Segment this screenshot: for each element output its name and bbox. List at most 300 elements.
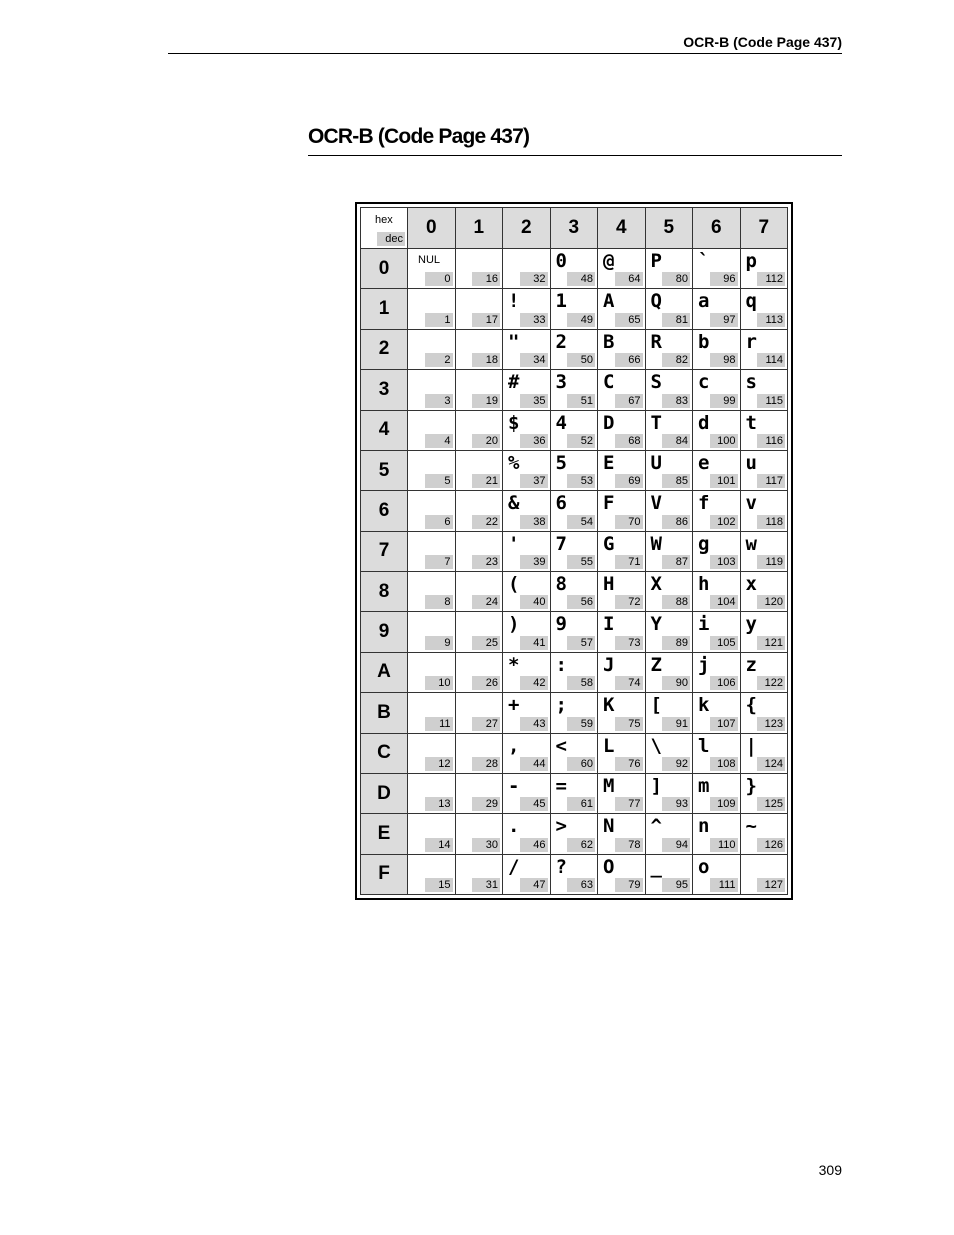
character-glyph: l bbox=[698, 734, 710, 757]
decimal-code: 76 bbox=[615, 757, 643, 771]
row-header: D bbox=[361, 773, 408, 813]
decimal-code: 44 bbox=[520, 757, 548, 771]
decimal-code: 26 bbox=[472, 676, 500, 690]
character-cell bbox=[550, 289, 598, 329]
row-header: 4 bbox=[361, 410, 408, 450]
character-glyph: c bbox=[698, 371, 710, 394]
row-header: C bbox=[361, 733, 408, 773]
character-cell bbox=[503, 531, 551, 571]
character-glyph: V bbox=[650, 492, 662, 515]
character-glyph: L bbox=[603, 734, 615, 757]
character-cell bbox=[455, 450, 503, 490]
character-cell bbox=[693, 733, 741, 773]
decimal-code: 83 bbox=[662, 394, 690, 408]
decimal-code: 90 bbox=[662, 676, 690, 690]
decimal-code: 50 bbox=[567, 353, 595, 367]
character-cell bbox=[408, 289, 456, 329]
character-cell bbox=[645, 733, 693, 773]
character-cell bbox=[693, 370, 741, 410]
decimal-code: 63 bbox=[567, 878, 595, 892]
decimal-code: 65 bbox=[615, 313, 643, 327]
character-cell bbox=[455, 814, 503, 854]
character-glyph: . bbox=[508, 815, 520, 838]
decimal-code: 49 bbox=[567, 313, 595, 327]
decimal-code: 95 bbox=[662, 878, 690, 892]
character-glyph: M bbox=[603, 774, 615, 797]
character-glyph: \ bbox=[650, 734, 662, 757]
table-row bbox=[361, 329, 788, 369]
decimal-code: 34 bbox=[520, 353, 548, 367]
character-cell bbox=[598, 854, 646, 894]
decimal-code: 86 bbox=[662, 515, 690, 529]
character-cell bbox=[693, 652, 741, 692]
decimal-code: 37 bbox=[520, 474, 548, 488]
decimal-code: 103 bbox=[710, 555, 738, 569]
decimal-code: 93 bbox=[662, 797, 690, 811]
decimal-code: 97 bbox=[710, 313, 738, 327]
decimal-code: 51 bbox=[567, 394, 595, 408]
table-row bbox=[361, 249, 788, 289]
decimal-code: 24 bbox=[472, 595, 500, 609]
decimal-code: 18 bbox=[472, 353, 500, 367]
decimal-code: 55 bbox=[567, 555, 595, 569]
decimal-code: 19 bbox=[472, 394, 500, 408]
decimal-code: 54 bbox=[567, 515, 595, 529]
character-cell bbox=[740, 249, 788, 289]
character-glyph: Q bbox=[650, 290, 662, 313]
table-row bbox=[361, 773, 788, 813]
character-glyph: O bbox=[603, 855, 615, 878]
character-cell bbox=[408, 854, 456, 894]
character-cell bbox=[503, 652, 551, 692]
character-glyph: u bbox=[745, 451, 757, 474]
character-glyph: 4 bbox=[555, 411, 567, 434]
character-cell bbox=[598, 491, 646, 531]
character-glyph: F bbox=[603, 492, 615, 515]
column-header: 6 bbox=[693, 208, 741, 249]
character-cell bbox=[740, 652, 788, 692]
decimal-code: 116 bbox=[757, 434, 785, 448]
decimal-code: 46 bbox=[520, 838, 548, 852]
table-row bbox=[361, 733, 788, 773]
character-cell bbox=[693, 773, 741, 813]
decimal-code: 107 bbox=[710, 717, 738, 731]
page-number: 309 bbox=[818, 1162, 842, 1178]
character-cell bbox=[503, 370, 551, 410]
character-cell bbox=[408, 693, 456, 733]
decimal-code: 31 bbox=[472, 878, 500, 892]
decimal-code: 10 bbox=[425, 676, 453, 690]
character-cell bbox=[408, 491, 456, 531]
character-glyph: = bbox=[555, 774, 567, 797]
decimal-code: 74 bbox=[615, 676, 643, 690]
character-glyph: n bbox=[698, 815, 710, 838]
decimal-code: 108 bbox=[710, 757, 738, 771]
character-glyph: k bbox=[698, 694, 710, 717]
character-cell bbox=[550, 410, 598, 450]
character-cell bbox=[408, 733, 456, 773]
decimal-code: 28 bbox=[472, 757, 500, 771]
character-cell bbox=[455, 289, 503, 329]
decimal-code: 21 bbox=[472, 474, 500, 488]
character-cell bbox=[503, 249, 551, 289]
character-cell bbox=[455, 693, 503, 733]
character-cell bbox=[503, 693, 551, 733]
character-glyph: [ bbox=[650, 694, 662, 717]
character-glyph: E bbox=[603, 451, 615, 474]
character-cell bbox=[503, 814, 551, 854]
character-cell bbox=[693, 531, 741, 571]
character-glyph: 5 bbox=[555, 451, 567, 474]
character-cell bbox=[645, 612, 693, 652]
decimal-code: 114 bbox=[757, 353, 785, 367]
character-cell bbox=[645, 289, 693, 329]
character-glyph: ] bbox=[650, 774, 662, 797]
decimal-code: 64 bbox=[615, 272, 643, 286]
character-cell bbox=[455, 410, 503, 450]
character-cell bbox=[740, 693, 788, 733]
character-cell bbox=[693, 854, 741, 894]
character-cell bbox=[645, 773, 693, 813]
character-glyph: y bbox=[745, 613, 757, 636]
decimal-code: 59 bbox=[567, 717, 595, 731]
character-glyph: 3 bbox=[555, 371, 567, 394]
decimal-code: 30 bbox=[472, 838, 500, 852]
decimal-code: 38 bbox=[520, 515, 548, 529]
character-cell bbox=[740, 329, 788, 369]
table-row bbox=[361, 693, 788, 733]
decimal-code: 29 bbox=[472, 797, 500, 811]
character-cell bbox=[550, 814, 598, 854]
character-cell bbox=[598, 410, 646, 450]
character-cell bbox=[645, 249, 693, 289]
character-cell bbox=[503, 733, 551, 773]
character-glyph: Z bbox=[650, 653, 662, 676]
table-row bbox=[361, 652, 788, 692]
character-cell bbox=[598, 773, 646, 813]
character-cell bbox=[550, 450, 598, 490]
character-cell bbox=[503, 773, 551, 813]
character-glyph: ^ bbox=[650, 815, 662, 838]
character-glyph: 0 bbox=[555, 250, 567, 272]
decimal-code: 52 bbox=[567, 434, 595, 448]
character-cell bbox=[598, 693, 646, 733]
decimal-code: 119 bbox=[757, 555, 785, 569]
decimal-code: 4 bbox=[425, 434, 453, 448]
decimal-code: 1 bbox=[425, 313, 453, 327]
decimal-code: 13 bbox=[425, 797, 453, 811]
decimal-code: 125 bbox=[757, 797, 785, 811]
decimal-code: 48 bbox=[567, 272, 595, 286]
character-cell bbox=[693, 329, 741, 369]
character-cell bbox=[693, 572, 741, 612]
character-cell bbox=[455, 531, 503, 571]
table-row bbox=[361, 491, 788, 531]
decimal-code: 62 bbox=[567, 838, 595, 852]
character-glyph: Y bbox=[650, 613, 662, 636]
control-name: NUL bbox=[418, 254, 441, 266]
decimal-code: 73 bbox=[615, 636, 643, 650]
character-glyph: ~ bbox=[745, 815, 757, 838]
character-cell bbox=[740, 773, 788, 813]
character-cell bbox=[408, 450, 456, 490]
character-glyph: f bbox=[698, 492, 710, 515]
character-glyph: " bbox=[508, 330, 520, 353]
decimal-code: 27 bbox=[472, 717, 500, 731]
decimal-code: 22 bbox=[472, 515, 500, 529]
character-cell bbox=[645, 450, 693, 490]
decimal-code: 72 bbox=[615, 595, 643, 609]
character-cell bbox=[408, 652, 456, 692]
decimal-code: 89 bbox=[662, 636, 690, 650]
decimal-code: 9 bbox=[425, 636, 453, 650]
decimal-code: 6 bbox=[425, 515, 453, 529]
decimal-code: 120 bbox=[757, 595, 785, 609]
character-cell bbox=[408, 773, 456, 813]
character-glyph: d bbox=[698, 411, 710, 434]
decimal-code: 109 bbox=[710, 797, 738, 811]
table-body bbox=[361, 249, 788, 895]
character-cell bbox=[645, 693, 693, 733]
character-cell bbox=[740, 531, 788, 571]
table-row bbox=[361, 410, 788, 450]
character-glyph: > bbox=[555, 815, 567, 838]
character-set-table bbox=[360, 207, 788, 895]
row-header: 5 bbox=[361, 450, 408, 490]
character-cell bbox=[740, 491, 788, 531]
decimal-code: 0 bbox=[425, 272, 453, 286]
character-cell bbox=[693, 491, 741, 531]
character-cell bbox=[740, 370, 788, 410]
column-header: 7 bbox=[740, 208, 788, 249]
decimal-code: 32 bbox=[520, 272, 548, 286]
character-glyph: o bbox=[698, 855, 710, 878]
character-cell bbox=[550, 370, 598, 410]
decimal-code: 42 bbox=[520, 676, 548, 690]
character-cell bbox=[550, 693, 598, 733]
character-glyph: @ bbox=[603, 250, 615, 272]
decimal-code: 79 bbox=[615, 878, 643, 892]
character-glyph: z bbox=[745, 653, 757, 676]
character-cell bbox=[503, 491, 551, 531]
character-cell bbox=[740, 572, 788, 612]
decimal-code: 23 bbox=[472, 555, 500, 569]
table-row bbox=[361, 612, 788, 652]
decimal-code: 56 bbox=[567, 595, 595, 609]
character-cell bbox=[455, 329, 503, 369]
decimal-code: 75 bbox=[615, 717, 643, 731]
decimal-code: 39 bbox=[520, 555, 548, 569]
character-glyph: ! bbox=[508, 290, 520, 313]
character-cell bbox=[455, 773, 503, 813]
character-glyph: 6 bbox=[555, 492, 567, 515]
decimal-code: 12 bbox=[425, 757, 453, 771]
character-cell bbox=[408, 814, 456, 854]
character-glyph: X bbox=[650, 573, 662, 595]
decimal-code: 100 bbox=[710, 434, 738, 448]
decimal-code: 88 bbox=[662, 595, 690, 609]
character-glyph: t bbox=[745, 411, 757, 434]
character-cell bbox=[550, 531, 598, 571]
decimal-code: 124 bbox=[757, 757, 785, 771]
table-corner bbox=[361, 208, 408, 249]
character-cell bbox=[503, 854, 551, 894]
character-glyph: W bbox=[650, 532, 662, 555]
character-glyph: 7 bbox=[555, 532, 567, 555]
character-glyph: m bbox=[698, 774, 710, 797]
decimal-code: 61 bbox=[567, 797, 595, 811]
decimal-code: 45 bbox=[520, 797, 548, 811]
character-cell bbox=[693, 612, 741, 652]
decimal-code: 58 bbox=[567, 676, 595, 690]
decimal-code: 70 bbox=[615, 515, 643, 529]
decimal-code: 85 bbox=[662, 474, 690, 488]
row-header: 2 bbox=[361, 329, 408, 369]
row-header: 8 bbox=[361, 572, 408, 612]
character-cell bbox=[455, 854, 503, 894]
character-glyph: 9 bbox=[555, 613, 567, 636]
character-glyph: G bbox=[603, 532, 615, 555]
section-title: OCR-B (Code Page 437) bbox=[308, 125, 842, 156]
character-cell bbox=[598, 450, 646, 490]
character-cell bbox=[408, 370, 456, 410]
character-cell bbox=[693, 450, 741, 490]
character-cell bbox=[408, 329, 456, 369]
character-glyph: $ bbox=[508, 411, 520, 434]
character-glyph: b bbox=[698, 330, 710, 353]
decimal-code: 16 bbox=[472, 272, 500, 286]
character-cell bbox=[645, 854, 693, 894]
decimal-code: 57 bbox=[567, 636, 595, 650]
character-cell bbox=[693, 814, 741, 854]
character-cell bbox=[598, 329, 646, 369]
decimal-code: 15 bbox=[425, 878, 453, 892]
decimal-code: 60 bbox=[567, 757, 595, 771]
character-cell bbox=[740, 814, 788, 854]
character-cell bbox=[598, 289, 646, 329]
decimal-code: 36 bbox=[520, 434, 548, 448]
row-header: A bbox=[361, 652, 408, 692]
decimal-code: 77 bbox=[615, 797, 643, 811]
character-cell bbox=[550, 773, 598, 813]
decimal-code: 84 bbox=[662, 434, 690, 448]
decimal-code: 20 bbox=[472, 434, 500, 448]
character-glyph: U bbox=[650, 451, 662, 474]
character-cell bbox=[503, 329, 551, 369]
decimal-code: 11 bbox=[425, 717, 453, 731]
decimal-code: 126 bbox=[757, 838, 785, 852]
character-glyph: r bbox=[745, 330, 757, 353]
decimal-code: 87 bbox=[662, 555, 690, 569]
character-cell bbox=[408, 572, 456, 612]
character-glyph: R bbox=[650, 330, 662, 353]
character-glyph: g bbox=[698, 532, 710, 555]
character-glyph: C bbox=[603, 371, 615, 394]
decimal-code: 2 bbox=[425, 353, 453, 367]
character-cell bbox=[455, 249, 503, 289]
character-cell bbox=[550, 249, 598, 289]
column-header: 5 bbox=[645, 208, 693, 249]
decimal-code: 53 bbox=[567, 474, 595, 488]
character-glyph: H bbox=[603, 573, 615, 595]
decimal-code: 112 bbox=[757, 272, 785, 286]
character-glyph: 8 bbox=[555, 573, 567, 595]
table-row bbox=[361, 572, 788, 612]
character-glyph: x bbox=[745, 573, 757, 595]
row-header: 3 bbox=[361, 370, 408, 410]
row-header: F bbox=[361, 854, 408, 894]
character-glyph: s bbox=[745, 371, 757, 394]
character-cell bbox=[408, 410, 456, 450]
character-cell bbox=[550, 733, 598, 773]
decimal-code: 111 bbox=[710, 878, 738, 892]
character-cell bbox=[598, 370, 646, 410]
decimal-code: 121 bbox=[757, 636, 785, 650]
character-glyph: ) bbox=[508, 613, 520, 636]
decimal-code: 122 bbox=[757, 676, 785, 690]
character-cell bbox=[503, 450, 551, 490]
character-glyph: D bbox=[603, 411, 615, 434]
character-cell bbox=[693, 249, 741, 289]
decimal-code: 123 bbox=[757, 717, 785, 731]
decimal-code: 94 bbox=[662, 838, 690, 852]
decimal-code: 113 bbox=[757, 313, 785, 327]
character-cell bbox=[598, 733, 646, 773]
row-header: 0 bbox=[361, 249, 408, 289]
table-row bbox=[361, 289, 788, 329]
character-cell bbox=[455, 572, 503, 612]
character-glyph: ? bbox=[555, 855, 567, 878]
character-glyph: ' bbox=[508, 532, 520, 555]
character-glyph: i bbox=[698, 613, 710, 636]
character-cell bbox=[645, 652, 693, 692]
character-glyph: P bbox=[650, 250, 662, 272]
character-cell bbox=[408, 612, 456, 652]
column-header: 2 bbox=[503, 208, 551, 249]
character-cell bbox=[645, 329, 693, 369]
character-glyph: { bbox=[745, 694, 757, 717]
decimal-code: 102 bbox=[710, 515, 738, 529]
table-row bbox=[361, 450, 788, 490]
table-row bbox=[361, 854, 788, 894]
decimal-code: 117 bbox=[757, 474, 785, 488]
decimal-code: 7 bbox=[425, 555, 453, 569]
column-header: 4 bbox=[598, 208, 646, 249]
row-header: E bbox=[361, 814, 408, 854]
character-glyph: h bbox=[698, 573, 710, 595]
decimal-code: 96 bbox=[710, 272, 738, 286]
column-header: 3 bbox=[550, 208, 598, 249]
character-cell bbox=[645, 410, 693, 450]
decimal-code: 68 bbox=[615, 434, 643, 448]
character-glyph: + bbox=[508, 694, 520, 717]
character-cell bbox=[503, 410, 551, 450]
character-glyph: j bbox=[698, 653, 710, 676]
character-glyph: 2 bbox=[555, 330, 567, 353]
decimal-code: 5 bbox=[425, 474, 453, 488]
character-cell bbox=[740, 450, 788, 490]
character-glyph: * bbox=[508, 653, 520, 676]
character-set-table-frame bbox=[355, 202, 793, 900]
character-glyph: v bbox=[745, 492, 757, 515]
decimal-code: 3 bbox=[425, 394, 453, 408]
character-cell bbox=[408, 531, 456, 571]
decimal-code: 33 bbox=[520, 313, 548, 327]
character-cell bbox=[740, 612, 788, 652]
decimal-code: 92 bbox=[662, 757, 690, 771]
decimal-code: 41 bbox=[520, 636, 548, 650]
character-cell bbox=[645, 491, 693, 531]
